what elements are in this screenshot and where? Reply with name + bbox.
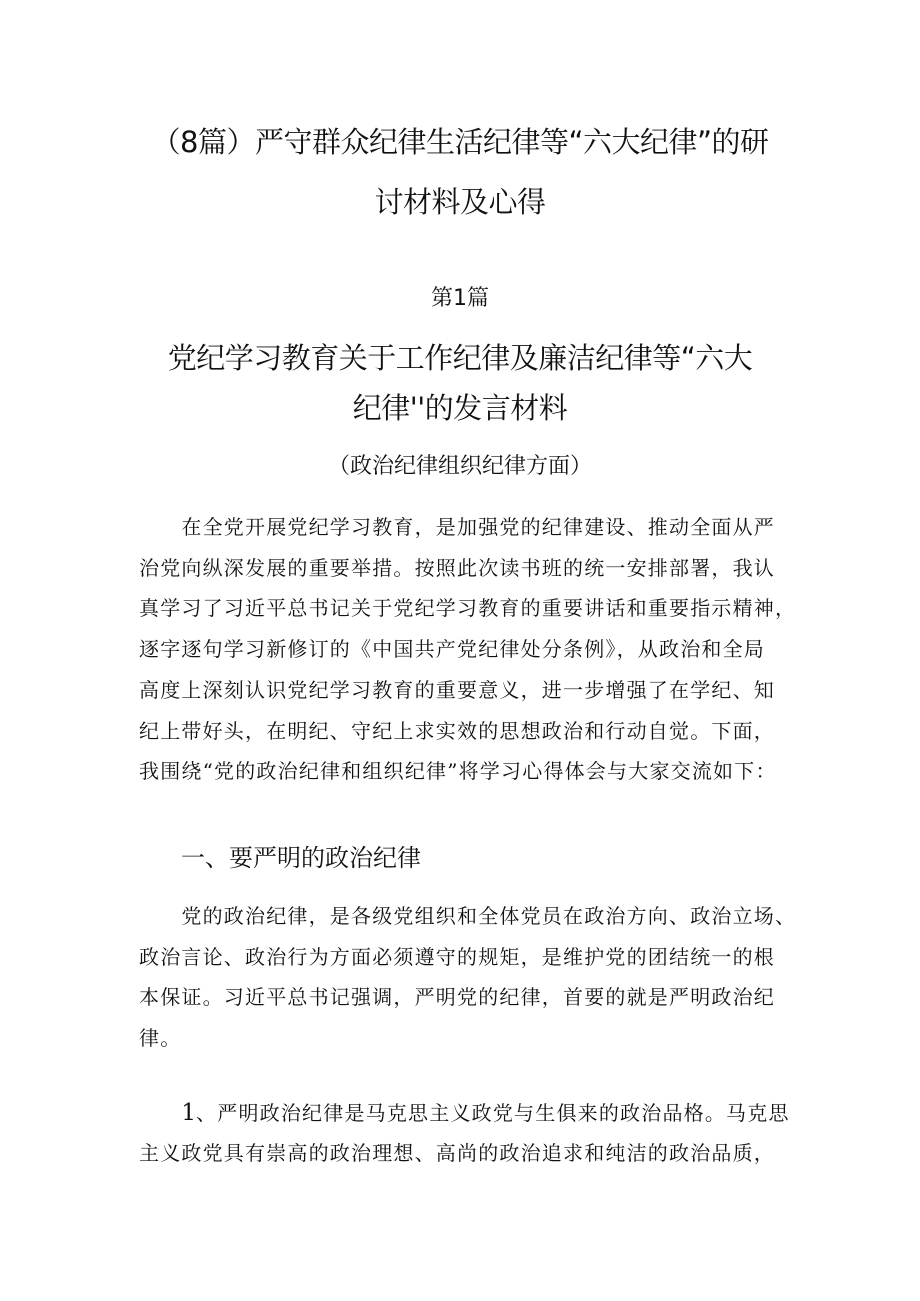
intro-line: 我围绕“党的政治纪律和组织纪律”将学习心得体会与大家交流如下： (139, 759, 777, 784)
intro-line: 真学习了习近平总书记关于党纪学习教育的重要讲话和重要指示精神， (139, 596, 797, 621)
section-line: 政治言论、政治行为方面必须遵守的规矩，是维护党的团结统一的根 (139, 944, 775, 969)
intro-line: 在全党开展党纪学习教育，是加强党的纪律建设、推动全面从严 (139, 515, 775, 539)
intro-line: 治党向纵深发展的重要举措。按照此次读书班的统一安排部署，我认 (139, 555, 775, 580)
point-1-line: 主义政党具有崇高的政治理想、高尚的政治追求和纯洁的政治品质， (139, 1141, 775, 1165)
title-line-1: （8篇）严守群众纪律生活纪律等“六大纪律”的研 (151, 125, 769, 159)
section-paragraph (139, 896, 799, 1059)
section-heading: 一、要严明的政治纪律 (181, 844, 421, 872)
intro-line: 纪上带好头，在明纪、守纪上求实效的思想政治和行动自觉。下面， (139, 718, 775, 743)
document-title (130, 112, 790, 232)
intro-line: 高度上深刻认识党纪学习教育的重要意义，进一步增强了在学纪、知 (139, 677, 775, 702)
point-1-paragraph (139, 1133, 799, 1174)
point-1-line (139, 1093, 799, 1134)
section-line: 本保证。习近平总书记强调，严明党的纪律，首要的就是严明政治纪 (139, 985, 775, 1010)
subtitle-line-1: 党纪学习教育关于工作纪律及廉洁纪律等“六大 (167, 341, 753, 375)
section-line: 律。 (139, 1026, 182, 1051)
piece-note: （政治纪律组织纪律方面） (327, 454, 592, 479)
section-line: 党的政治纪律，是各级党组织和全体党员在政治方向、政治立场、 (139, 904, 797, 928)
piece-label: 第1篇 (431, 286, 489, 311)
point-1-text: 、严明政治纪律是马克思主义政党与生俱来的政治品格。马克思 (196, 1101, 790, 1125)
point-1-first-line (139, 1093, 799, 1134)
piece-subtitle (150, 333, 770, 433)
title-line-2: 讨材料及心得 (374, 185, 546, 219)
point-1-number: 1 (181, 1100, 197, 1126)
intro-paragraph (139, 507, 799, 792)
intro-line: 逐字逐句学习新修订的《中国共产党纪律处分条例》，从政治和全局 (139, 637, 765, 662)
subtitle-line-2: 纪律''的发言材料 (352, 391, 568, 425)
